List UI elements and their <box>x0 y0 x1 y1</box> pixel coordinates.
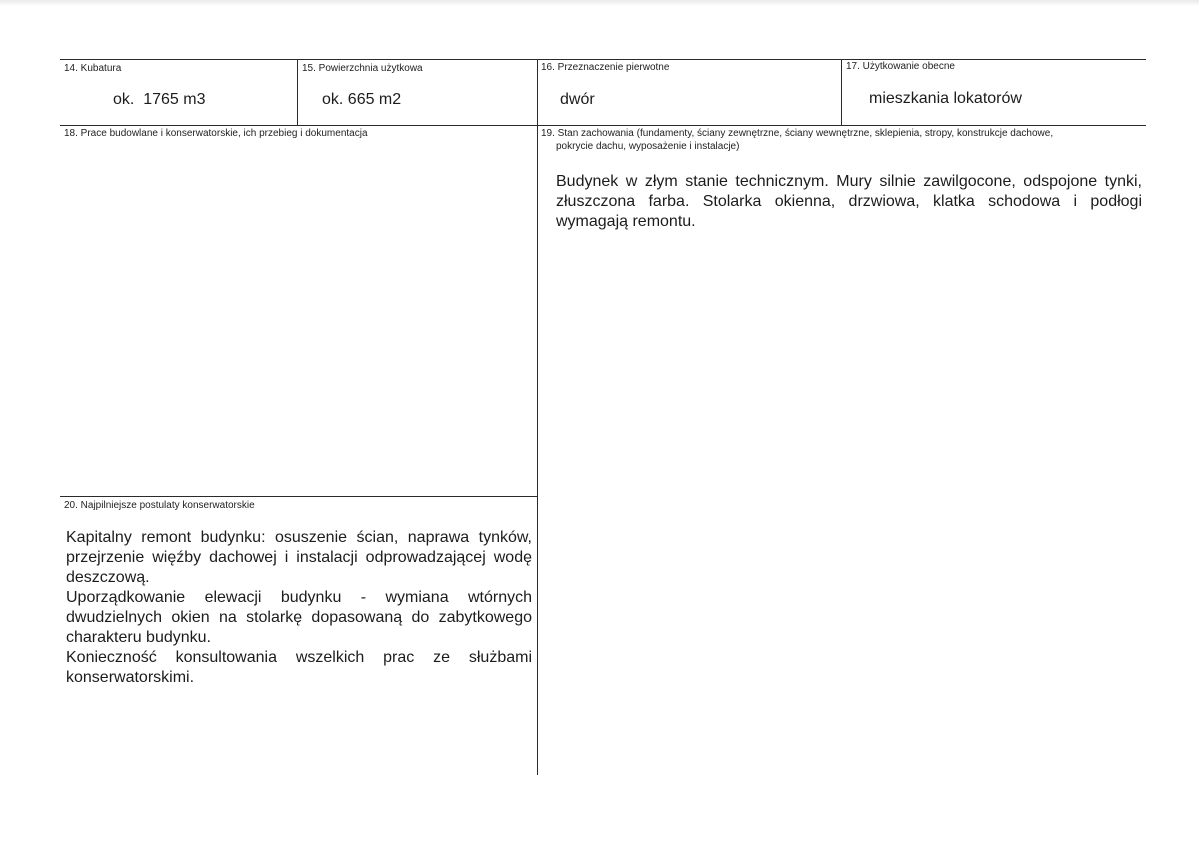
row-divider-line <box>60 125 1146 126</box>
field-20-paragraph: Uporządkowanie elewacji budynku - wymiana wtórnych dwudzielnych okien na stolarkę dopasowaną do zabytkowego charakteru budynku. <box>66 589 532 646</box>
field-18-label: 18. Prace budowlane i konserwatorskie, ich przebieg i dokumentacja <box>64 128 368 139</box>
field-20-label: 20. Najpilniejsze postulaty konserwatorskie <box>64 500 255 511</box>
field-15-label: 15. Powierzchnia użytkowa <box>302 63 423 74</box>
field-19-label-line1: 19. Stan zachowania (fundamenty, ściany zewnętrzne, ściany wewnętrzne, sklepienia, stropy, konstrukcje dachowe, <box>541 128 1054 139</box>
field-17-value: mieszkania lokatorów <box>869 90 1022 107</box>
col-divider-14-15 <box>297 59 298 126</box>
field-19-text: Budynek w złym stanie technicznym. Mury silnie zawilgocone, odspojone tynki, złuszczona farba. Stolarka okienna, drzwiowa, klatka schodowa i podłogi wymagają remontu. <box>556 173 1142 230</box>
field-15-value: ok. 665 m2 <box>322 91 402 108</box>
field-14-label: 14. Kubatura <box>64 63 122 74</box>
col-divider-16-17 <box>841 59 842 126</box>
col-divider-main <box>537 59 538 775</box>
field-20-paragraph: Konieczność konsultowania wszelkich prac ze służbami konserwatorskimi. <box>66 649 532 686</box>
section-20-divider-line <box>60 496 537 497</box>
field-16-value: dwór <box>560 91 595 108</box>
field-19-label-line2: pokrycie dachu, wyposażenie i instalacje) <box>556 141 740 152</box>
field-16-label: 16. Przeznaczenie pierwotne <box>541 62 670 73</box>
scan-edge-shadow <box>0 0 1199 6</box>
field-20-text <box>66 528 532 688</box>
top-border-line <box>60 59 1146 60</box>
field-14-value: ok. 1765 m3 <box>113 91 206 108</box>
field-17-label: 17. Użytkowanie obecne <box>846 61 955 72</box>
field-20-paragraph: Kapitalny remont budynku: osuszenie ścian, naprawa tynków, przejrzenie więźby dachowej i instalacji odprowadzającej wodę deszczową. <box>66 529 532 586</box>
